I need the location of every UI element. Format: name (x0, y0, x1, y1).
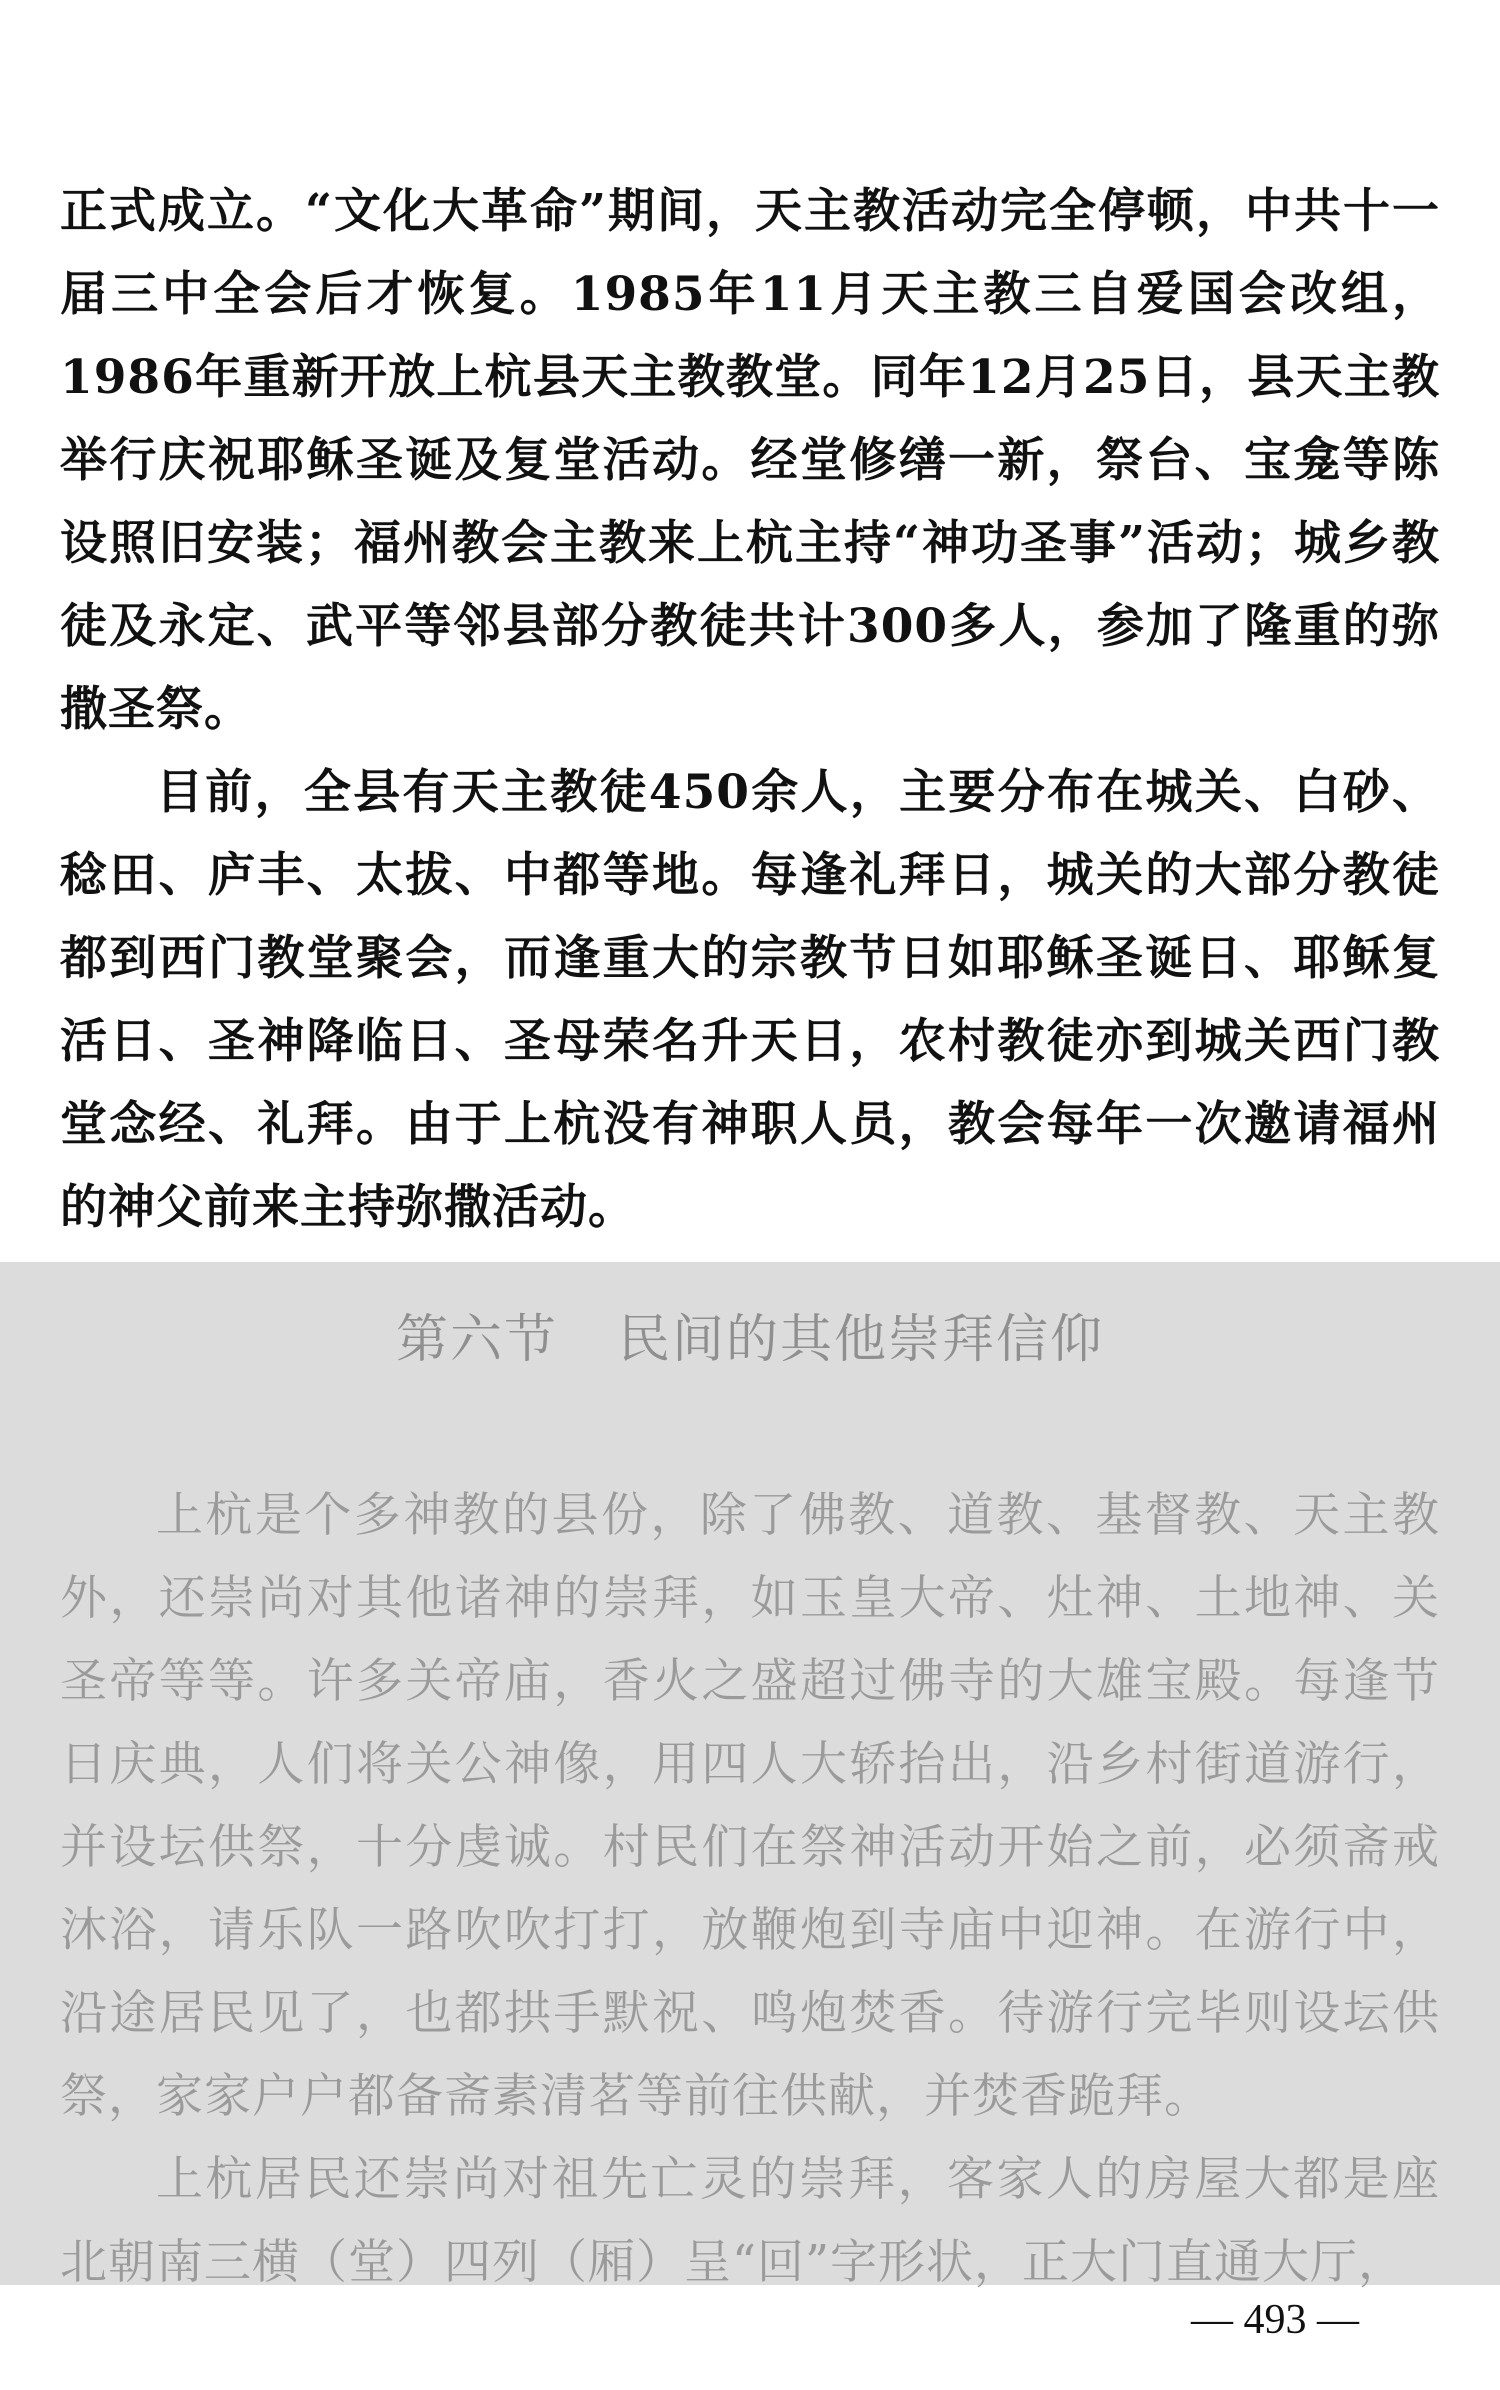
bottom-text-block (60, 1474, 1440, 2304)
page-number: — 493 — (1191, 2297, 1359, 2343)
top-text-block (60, 170, 1440, 1249)
paragraph: 正式成立。“文化大革命”期间，天主教活动完全停顿，中共十一届三中全会后才恢复。1985年11月天主教三自爱国会改组，1986年重新开放上杭县天主教教堂。同年12月25日，县天主教举行庆祝耶稣圣诞及复堂活动。经堂修缮一新，祭台、宝龛等陈设照旧安装；福州教会主教来上杭主持“神功圣事”活动；城乡教徒及永定、武平等邻县部分教徒共计300多人，参加了隆重的弥撒圣祭。 (60, 184, 1440, 737)
section-number: 第六节 (395, 1310, 558, 1370)
paragraph: 上杭是个多神教的县份，除了佛教、道教、基督教、天主教外，还崇尚对其他诸神的崇拜，如玉皇大帝、灶神、土地神、关圣帝等等。许多关帝庙，香火之盛超过佛寺的大雄宝殿。每逢节日庆典，人们将关公神像，用四人大轿抬出，沿乡村街道游行，并设坛供祭，十分虔诚。村民们在祭神活动开始之前，必须斋戒沐浴，请乐队一路吹吹打打，放鞭炮到寺庙中迎神。在游行中，沿途居民见了，也都拱手默祝、鸣炮焚香。待游行完毕则设坛供祭，家家户户都备斋素清茗等前往供献，并焚香跪拜。 (60, 1488, 1440, 2124)
paragraph: 上杭居民还崇尚对祖先亡灵的崇拜，客家人的房屋大都是座北朝南三横（堂）四列（厢）呈“回”字形状，正大门直通大厅， (60, 2152, 1440, 2290)
paragraph: 目前，全县有天主教徒450余人，主要分布在城关、白砂、稔田、庐丰、太拔、中都等地。每逢礼拜日，城关的大部分教徒都到西门教堂聚会，而逢重大的宗教节日如耶稣圣诞日、耶稣复活日、圣神降临日、圣母荣名升天日，农村教徒亦到城关西门教堂念经、礼拜。由于上杭没有神职人员，教会每年一次邀请福州的神父前来主持弥撒活动。 (60, 765, 1440, 1235)
section-heading (0, 1300, 1500, 1380)
section-title: 民间的其他崇拜信仰 (618, 1310, 1105, 1370)
